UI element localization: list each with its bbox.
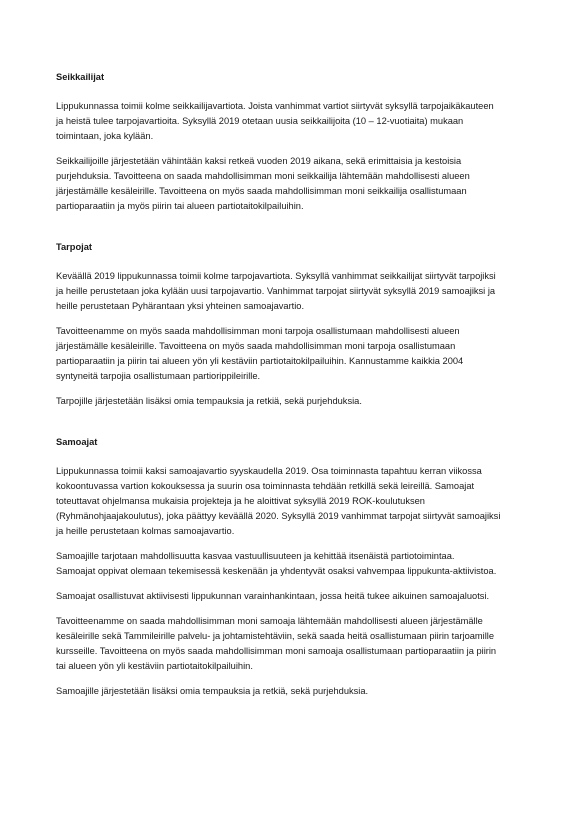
paragraph <box>56 614 536 674</box>
text-line: Keväällä 2019 lippukunnassa toimii kolme tarpojavartiota. Syksyllä vanhimmat seikkailijat siirtyvät tarpojiksi <box>56 271 496 281</box>
paragraph <box>56 324 536 384</box>
section-heading: Seikkailijat <box>56 72 105 82</box>
text-line: Samoajat osallistuvat aktiivisesti lippukunnan varainhankintaan, jossa heitä tukee aikuinen samoajaluotsi. <box>56 591 490 601</box>
text-line: järjestämälle kesäleirille. Tavoitteena on myös saada mahdollisimman moni seikkailija osallistumaan <box>56 186 467 196</box>
text-line: ja heistä tulee tarpojavartioita. Syksyllä 2019 otetaan uusia seikkailijoita (10 – 12-vuotiaita) mukaan <box>56 116 464 126</box>
text-line: partioparaatiin ja piirin tai alueen yön yli kestäviin partiotaitokilpailuihin. Kannustamme kaikkia 2004 <box>56 356 464 366</box>
text-line: Seikkailijoille järjestetään vähintään kaksi retkeä vuoden 2019 aikana, sekä erimittaisia ja kestoisia <box>56 156 462 166</box>
text-line: Samoajille järjestetään lisäksi omia tempauksia ja retkiä, sekä purjehduksia. <box>56 686 369 696</box>
text-line: tai alueen yön yli kestäviin partiotaitokilpailuihin. <box>56 661 253 671</box>
text-line: (Ryhmänohjaajakoulutus), joka päättyy keväällä 2020. Syksyllä 2019 vanhimmat tarpojat siirtyvät samoajiksi <box>56 511 501 521</box>
text-line: kokoontuvassa vartion kokouksessa ja suurin osa toiminnasta tehdään retkillä sekä leireillä. Samoajat <box>56 481 475 491</box>
paragraph <box>56 99 536 144</box>
text-line: purjehduksia. Tavoitteena on saada mahdollisimman moni seikkailija lähtemään mahdollisesti alueen <box>56 171 470 181</box>
text-line: Samoajat oppivat olemaan tekemisessä keskenään ja yhdentyvät osaksi vahvempaa lippukunta-aktiivistoa. <box>56 566 497 576</box>
text-line: toteuttavat ohjelmansa mukaisia projekteja ja he aloittivat syksyllä 2019 ROK-koulutuksen <box>56 496 425 506</box>
text-line: Tavoitteenamme on saada mahdollisimman moni samoaja lähtemään mahdollisesti alueen järjestämälle <box>56 616 483 626</box>
text-line: Lippukunnassa toimii kaksi samoajavartio syyskaudella 2019. Osa toiminnasta tapahtuu kerran viikossa <box>56 466 482 476</box>
section-samoajat <box>56 436 536 699</box>
paragraph <box>56 154 536 214</box>
paragraph <box>56 589 536 604</box>
document-page <box>56 71 536 709</box>
text-line: partioparaatiin ja myös piirin tai alueen partiotaitokilpailuihin. <box>56 201 304 211</box>
text-line: heille perustetaan Pyhärantaan yksi yhteinen samoajavartio. <box>56 301 305 311</box>
text-line: ja heille perustetaan joka kylään uusi tarpojavartio. Vanhimmat tarpojat siirtyvät syksyllä 2019 samoajiksi ja <box>56 286 496 296</box>
text-line: toimintaan, joka kylään. <box>56 131 154 141</box>
text-line: Lippukunnassa toimii kolme seikkailijavartiota. Joista vanhimmat vartiot siirtyvät syksyllä tarpojaikäkauteen <box>56 101 494 111</box>
text-line: syntyneitä tarpojia osallistumaan partiorippileirille. <box>56 371 261 381</box>
section-heading: Tarpojat <box>56 242 92 252</box>
text-line: ja heille perustetaan kolmas samoajavartio. <box>56 526 235 536</box>
text-line: järjestämälle kesäleirille. Tavoitteena on myös saada mahdollisimman moni tarpoja osallistumaan <box>56 341 456 351</box>
paragraph <box>56 549 536 579</box>
text-line: Tavoitteenamme on myös saada mahdollisimman moni tarpoja osallistumaan mahdollisesti alueen <box>56 326 460 336</box>
text-line: kesäleirille sekä Tammileirille palvelu- ja johtamistehtäviin, sekä saada heitä osallistumaan piirin tarjoamille <box>56 631 495 641</box>
paragraph <box>56 684 536 699</box>
paragraph <box>56 464 536 539</box>
section-tarpojat <box>56 241 536 409</box>
text-line: kursseille. Tavoitteena on myös saada mahdollisimman moni samoaja osallistumaan partioparaatiin ja piirin <box>56 646 497 656</box>
section-seikkailijat <box>56 71 536 214</box>
paragraph <box>56 394 536 409</box>
paragraph <box>56 269 536 314</box>
section-heading: Samoajat <box>56 437 98 447</box>
text-line: Samoajille tarjotaan mahdollisuutta kasvaa vastuullisuuteen ja kehittää itsenäistä partiotoimintaa. <box>56 551 455 561</box>
text-line: Tarpojille järjestetään lisäksi omia tempauksia ja retkiä, sekä purjehduksia. <box>56 396 362 406</box>
